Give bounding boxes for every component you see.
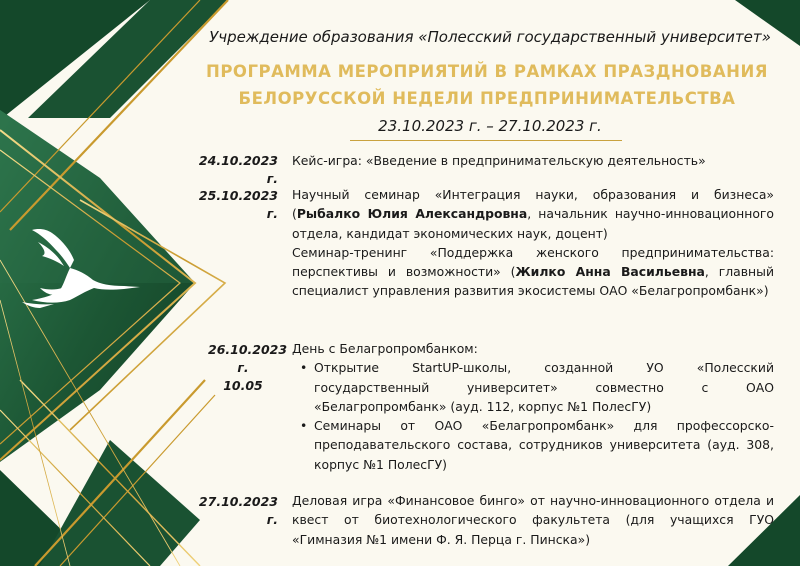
program-dates: 23.10.2023 г. – 27.10.2023 г. <box>378 117 602 135</box>
seminar-paragraph: Научный семинар «Интеграция науки, образования и бизнеса» (Рыбалко Юлия Александровна, начальник научно-инновационного отдела, кандидат экономических наук, доцент) <box>292 187 774 241</box>
event-description-4 <box>292 491 774 549</box>
event-bullet-list <box>292 358 774 474</box>
program-title <box>176 58 798 112</box>
event-description-1 <box>292 151 774 170</box>
list-item: • Открытие StartUP-школы, созданной УО «Полесский государственный университет» совместно с ОАО «Белагропромбанк» (ауд. 112, корпус №1 ПолесГУ) <box>292 358 774 416</box>
header-divider <box>350 140 622 141</box>
list-item: • Семинары от ОАО «Белагропромбанк» для профессорско-преподавательского состава, сотрудников университета (ауд. 308, корпус №1 ПолесГУ) <box>292 416 774 474</box>
event-text: Кейс-игра: «Введение в предпринимательскую деятельность» <box>292 153 706 168</box>
event-description-3 <box>292 339 774 474</box>
event-date-3 <box>186 341 288 395</box>
band-bottom <box>40 440 200 566</box>
program-title-line-1: ПРОГРАММА МЕРОПРИЯТИЙ В РАМКАХ ПРАЗДНОВАНИЯ <box>206 62 768 81</box>
speaker-name: Жилко Анна Васильевна <box>515 264 705 280</box>
training-paragraph: Семинар-тренинг «Поддержка женского предпринимательства: перспективы и возможности» (Жилко Анна Васильевна, главный специалист управления развития экосистемы ОАО «Белагропромбанк») <box>292 244 774 299</box>
event-date-1: 24.10.2023 г. <box>198 153 278 186</box>
event-description-2 <box>292 185 774 301</box>
speaker-name: Рыбалко Юлия Александровна <box>296 206 528 222</box>
event-text: Деловая игра «Финансовое бинго» от научно-инновационного отдела и квест от биотехнологического факультета (для учащихся ГУО «Гимназия №1 имени Ф. Я. Перца г. Пинска») <box>292 493 774 547</box>
event-date-2: 25.10.2023 г. <box>198 188 278 221</box>
organization-name: Учреждение образования «Полесский государственный университет» <box>209 28 771 46</box>
event-date-4: 27.10.2023 г. <box>198 494 278 527</box>
event-time: 10.05 <box>223 378 263 393</box>
program-title-line-2: БЕЛОРУССКОЙ НЕДЕЛИ ПРЕДПРИНИМАТЕЛЬСТВА <box>238 89 736 108</box>
event-intro: День с Белагропромбанком: <box>292 341 478 356</box>
event-date: 26.10.2023 г. <box>208 342 288 375</box>
